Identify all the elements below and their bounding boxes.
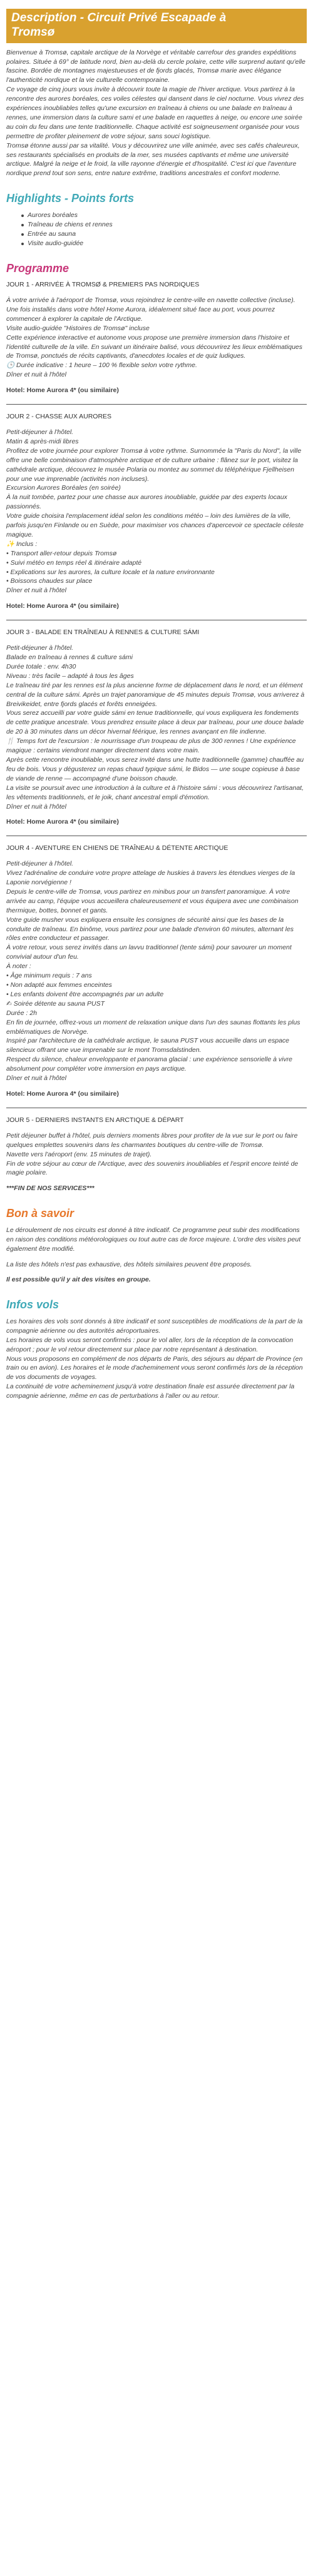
highlights-list	[21, 211, 307, 248]
day-hotel: Hotel: Home Aurora 4* (ou similaire)	[6, 386, 119, 395]
day-line: • Suivi météo en temps réel & itinéraire adapté	[6, 558, 142, 567]
programme-title: Programme	[6, 261, 69, 275]
day-line: ✍ Soirée détente au sauna PUST	[6, 999, 105, 1008]
day-line: Depuis le centre-ville de Tromsø, vous partirez en minibus pour un transfert panoramique. À votre arrivée au camp, l'équipe vous accueillera chaleureusement et vous équipera avec une combinaison thermique, bottes, bonnet et gants.	[6, 887, 299, 914]
day-line: • Non adapté aux femmes enceintes	[6, 981, 112, 989]
infos-vols-section	[6, 1317, 307, 1401]
bon-a-savoir-paragraph: Il est possible qu'il y ait des visites en groupe.	[6, 1276, 151, 1284]
day-line: Respect du silence, chaleur enveloppante et panorama glacial : une expérience sensorielle à vivre absolument pour compléter votre immersion en pays arctique.	[6, 1056, 293, 1073]
day-line: Durée : 2h	[6, 1009, 38, 1017]
list-item: Visite audio-guidée	[21, 239, 307, 248]
day-line: Petit-déjeuner à l'hôtel.	[6, 860, 74, 868]
day-line: À la nuit tombée, partez pour une chasse aux aurores inoubliable, guidée par des experts locaux passionnés.	[6, 493, 287, 511]
day-title: JOUR 1 - ARRIVÉE À TROMSØ & PREMIERS PAS NORDIQUES	[6, 281, 200, 289]
day-line: La visite se poursuit avec une introduction à la culture et à l'histoire sámi : vous découvrirez l'artisanat, les vêtements traditionnels, et le joik, chant ancestral empli d'émotion.	[6, 784, 304, 801]
day-line: Votre guide choisira l'emplacement idéal selon les conditions météo – loin des lumières de la ville, parfois jusqu'en Finlande ou en Suède, pour maximiser vos chances d'apercevoir ce spectacle céleste magique.	[6, 512, 304, 538]
day-line: Petit-déjeuner à l'hôtel.	[6, 644, 74, 652]
intro-paragraph: Bienvenue à Tromsø, capitale arctique de la Norvège et véritable carrefour des grandes expéditions polaires. Située à 69° de latitude nord, bien au-delà du cercle polaire, cette ville surprend autant qu'elle fascine. Bordée de montagnes majestueuses et de fjords glacés, Tromsø marie avec élégance l'authenticité nordique et la vie culturelle contemporaine.	[6, 48, 305, 84]
day-line: Excursion Aurores Boréales (en soirée)	[6, 484, 121, 492]
infos-vols-paragraph: Nous vous proposons en complément de nos départs de Paris, des séjours au départ de Province (en train ou en avion). Les horaires et le mode d'acheminement vous seront confirmés lors de la réception de vos documents de voyages.	[6, 1355, 303, 1381]
day-line: Balade en traîneau à rennes & culture sámi	[6, 654, 133, 661]
day-line: 🕒 Durée indicative : 1 heure – 100 % flexible selon votre rythme.	[6, 361, 197, 370]
day-line: Dîner et nuit à l'hôtel	[6, 1074, 66, 1083]
list-item: Traîneau de chiens et rennes	[21, 220, 307, 230]
day-line: Visite audio-guidée "Histoires de Tromsø" incluse	[6, 324, 150, 332]
highlights-title: Highlights - Points forts	[6, 192, 134, 205]
day-line: • Les enfants doivent être accompagnés par un adulte	[6, 990, 164, 998]
bon-a-savoir-paragraph: Le déroulement de nos circuits est donné à titre indicatif. Ce programme peut subir des modifications en raison des conditions météorologiques ou tout autre cas de force majeure. L'ordre des visites peut également être modifié.	[6, 1226, 301, 1253]
day-line: Dîner et nuit à l'hôtel	[6, 802, 66, 811]
day-line: À votre arrivée à l'aéroport de Tromsø, vous rejoindrez le centre-ville en navette collective (incluse). Une fois installés dans votre hôtel Home Aurora, idéalement situé face au port, vous pourrez commencer à explorer la capitale de l'Arctique.	[6, 296, 295, 323]
day-line: Fin de votre séjour au cœur de l'Arctique, avec des souvenirs inoubliables et l'esprit encore teinté de magie polaire.	[6, 1159, 299, 1177]
day-line: Profitez de votre journée pour explorer Tromsø à votre rythme. Surnommée la "Paris du Nord", la ville offre une belle combinaison d'atmosphère arctique et de culture urbaine : flânez sur le port, visitez la cathédrale arctique, découvrez le musée Polaria ou montez au sommet du téléphérique Fjellheisen pour une vue imprenable (activités non incluses).	[6, 447, 302, 483]
day-line: Inspiré par l'architecture de la cathédrale arctique, le sauna PUST vous accueille dans un espace silencieux offrant une vue imprenable sur le mont Tromsdalstinden.	[6, 1037, 290, 1054]
day-line: Vivez l'adrénaline de conduire votre propre attelage de huskies à travers les étendues vierges de la Laponie norvégienne !	[6, 869, 295, 887]
infos-vols-paragraph: La continuité de votre acheminement jusqu'à votre destination finale est assurée directement par la compagnie aérienne, même en cas de perturbations à l'aller ou au retour.	[6, 1383, 295, 1400]
intro-paragraph: Tromsø étonne aussi par sa vitalité. Vous y découvrirez une ville animée, avec ses cafés chaleureux, ses restaurants spécialisés en produits de la mer, ses musées captivants et même une université arctique. Malgré la neige et le froid, la ville rayonne d'énergie et d'hospitalité. C'est ici que l'aventure nordique prend tout son sens, entre nature extrême, traditions ancestrales et confort moderne.	[6, 141, 300, 178]
bon-a-savoir-title: Bon à savoir	[6, 1207, 74, 1220]
day-hotel: Hotel: Home Aurora 4* (ou similaire)	[6, 818, 119, 826]
day-line: Navette vers l'aéroport (env. 15 minutes de trajet).	[6, 1150, 152, 1158]
page-title	[6, 9, 307, 43]
day-line: Votre guide musher vous expliquera ensuite les consignes de sécurité ainsi que les bases de la conduite de traîneau. En binôme, vous partirez pour une balade d'environ 60 minutes, alternant les rôles entre conducteur et passager.	[6, 916, 294, 942]
bon-a-savoir-section	[6, 1226, 307, 1285]
list-item: Aurores boréales	[21, 211, 307, 220]
day-line: Petit-déjeuner à l'hôtel.	[6, 428, 74, 436]
day-line: Après cette rencontre inoubliable, vous serez invité dans une hutte traditionnelle (gamme) chauffée au feu de bois. Vous y dégusterez un repas chaud typique sámi, le Bidos — une soupe copieuse à base de viande de renne — accompagné d'une boisson chaude.	[6, 755, 304, 782]
day-block	[6, 844, 307, 1099]
list-item: Entrée au sauna	[21, 230, 307, 239]
day-line: 🍴 Temps fort de l'excursion : le nourrissage d'un troupeau de plus de 300 rennes ! Une expérience magique : certains viendront manger directement dans votre main.	[6, 737, 296, 755]
day-hotel: Hotel: Home Aurora 4* (ou similaire)	[6, 1089, 119, 1098]
day-line: Matin & après-midi libres	[6, 437, 79, 445]
day-line: Niveau : très facile – adapté à tous les âges	[6, 672, 134, 680]
day-hotel: Hotel: Home Aurora 4* (ou similaire)	[6, 602, 119, 610]
day-line: ✨ Inclus :	[6, 540, 38, 548]
day-title: JOUR 3 - BALADE EN TRAÎNEAU À RENNES & CULTURE SÁMI	[6, 629, 200, 637]
programme-days	[6, 280, 307, 1193]
title-part-2: Tromsø	[11, 25, 55, 39]
end-of-services: ***FIN DE NOS SERVICES***	[6, 1184, 95, 1193]
day-line: Cette expérience interactive et autonome vous propose une première immersion dans l'histoire et l'identité culturelle de la ville. En suivant un itinéraire balisé, vous découvrirez les lieux emblématiques de Tromsø, ponctués de récits captivants, d'anecdotes locales et de quiz ludiques.	[6, 333, 302, 360]
day-line: En fin de journée, offrez-vous un moment de relaxation unique dans l'un des saunas flottants les plus emblématiques de Norvège.	[6, 1018, 300, 1036]
day-block	[6, 1116, 307, 1193]
infos-vols-paragraph: Les horaires de vols vous seront confirmés : pour le vol aller, lors de la réception de la convocation aéroport ; pour le vol retour directement sur place par notre représentant à destination.	[6, 1336, 294, 1353]
day-line: Dîner et nuit à l'hôtel	[6, 371, 66, 379]
day-line: • Boissons chaudes sur place	[6, 577, 93, 585]
intro-paragraph: Ce voyage de cinq jours vous invite à découvrir toute la magie de l'hiver arctique. Vous partirez à la rencontre des aurores boréales, ces voiles célestes qui dansent dans le ciel nocturne. Vous vivrez des expériences inoubliables telles qu'une excursion en traîneau à chiens ou une balade en traîneau à rennes, une immersion dans la culture sami et une balade en raquettes à neige, ou encore une soirée au coin du feu dans une tente traditionnelle. Chaque activité est soigneusement organisée pour vous permettre de profiter pleinement de votre séjour, sans souci logistique.	[6, 86, 304, 140]
day-line: Dîner et nuit à l'hôtel	[6, 587, 66, 595]
day-separator	[6, 404, 307, 405]
title-part-1: Description - Circuit Privé Escapade à	[11, 11, 227, 24]
bon-a-savoir-paragraph: La liste des hôtels n'est pas exhaustive, des hôtels similaires peuvent être proposés.	[6, 1260, 252, 1268]
day-block	[6, 628, 307, 827]
day-block	[6, 280, 307, 395]
day-line: Petit déjeuner buffet à l'hôtel, puis derniers moments libres pour profiter de la vue sur le port ou faire quelques emplettes souvenirs dans les charmantes boutiques du centre-ville de Tromsø.	[6, 1131, 298, 1149]
day-line: Durée totale : env. 4h30	[6, 662, 76, 670]
day-line: • Explications sur les aurores, la culture locale et la nature environnante	[6, 568, 215, 576]
day-title: JOUR 5 - DERNIERS INSTANTS EN ARCTIQUE & DÉPART	[6, 1116, 184, 1124]
infos-vols-title: Infos vols	[6, 1298, 59, 1311]
infos-vols-paragraph: Les horaires des vols sont donnés à titre indicatif et sont susceptibles de modifications de la part de la compagnie aérienne ou des autorités aéroportuaires.	[6, 1317, 303, 1335]
day-line: Le traîneau tiré par les rennes est la plus ancienne forme de déplacement dans le nord, et un élément central de la culture sámi. Après un trajet panoramique de 45 minutes depuis Tromsø, vous arriverez à Breivikeidet, entre fjords glacés et forêts enneigées.	[6, 681, 305, 708]
day-line: À votre retour, vous serez invités dans un lavvu traditionnel (tente sámi) pour savourer un moment convivial autour d'un feu.	[6, 944, 292, 961]
day-title: JOUR 2 - CHASSE AUX AURORES	[6, 413, 112, 421]
day-line: • Âge minimum requis : 7 ans	[6, 972, 92, 980]
day-line: Vous serez accueilli par votre guide sámi en tenue traditionnelle, qui vous expliquera les fondements de cette pratique ancestrale. Vous prendrez ensuite place à deux par traîneau, pour une douce balade de 20 à 30 minutes dans un décor hivernal féérique, les rennes avançant en file indienne.	[6, 709, 304, 736]
day-line: À noter :	[6, 962, 31, 971]
intro-section	[6, 48, 307, 179]
day-title: JOUR 4 - AVENTURE EN CHIENS DE TRAÎNEAU & DÉTENTE ARCTIQUE	[6, 844, 228, 852]
day-line: • Transport aller-retour depuis Tromsø	[6, 549, 117, 557]
day-block	[6, 412, 307, 611]
